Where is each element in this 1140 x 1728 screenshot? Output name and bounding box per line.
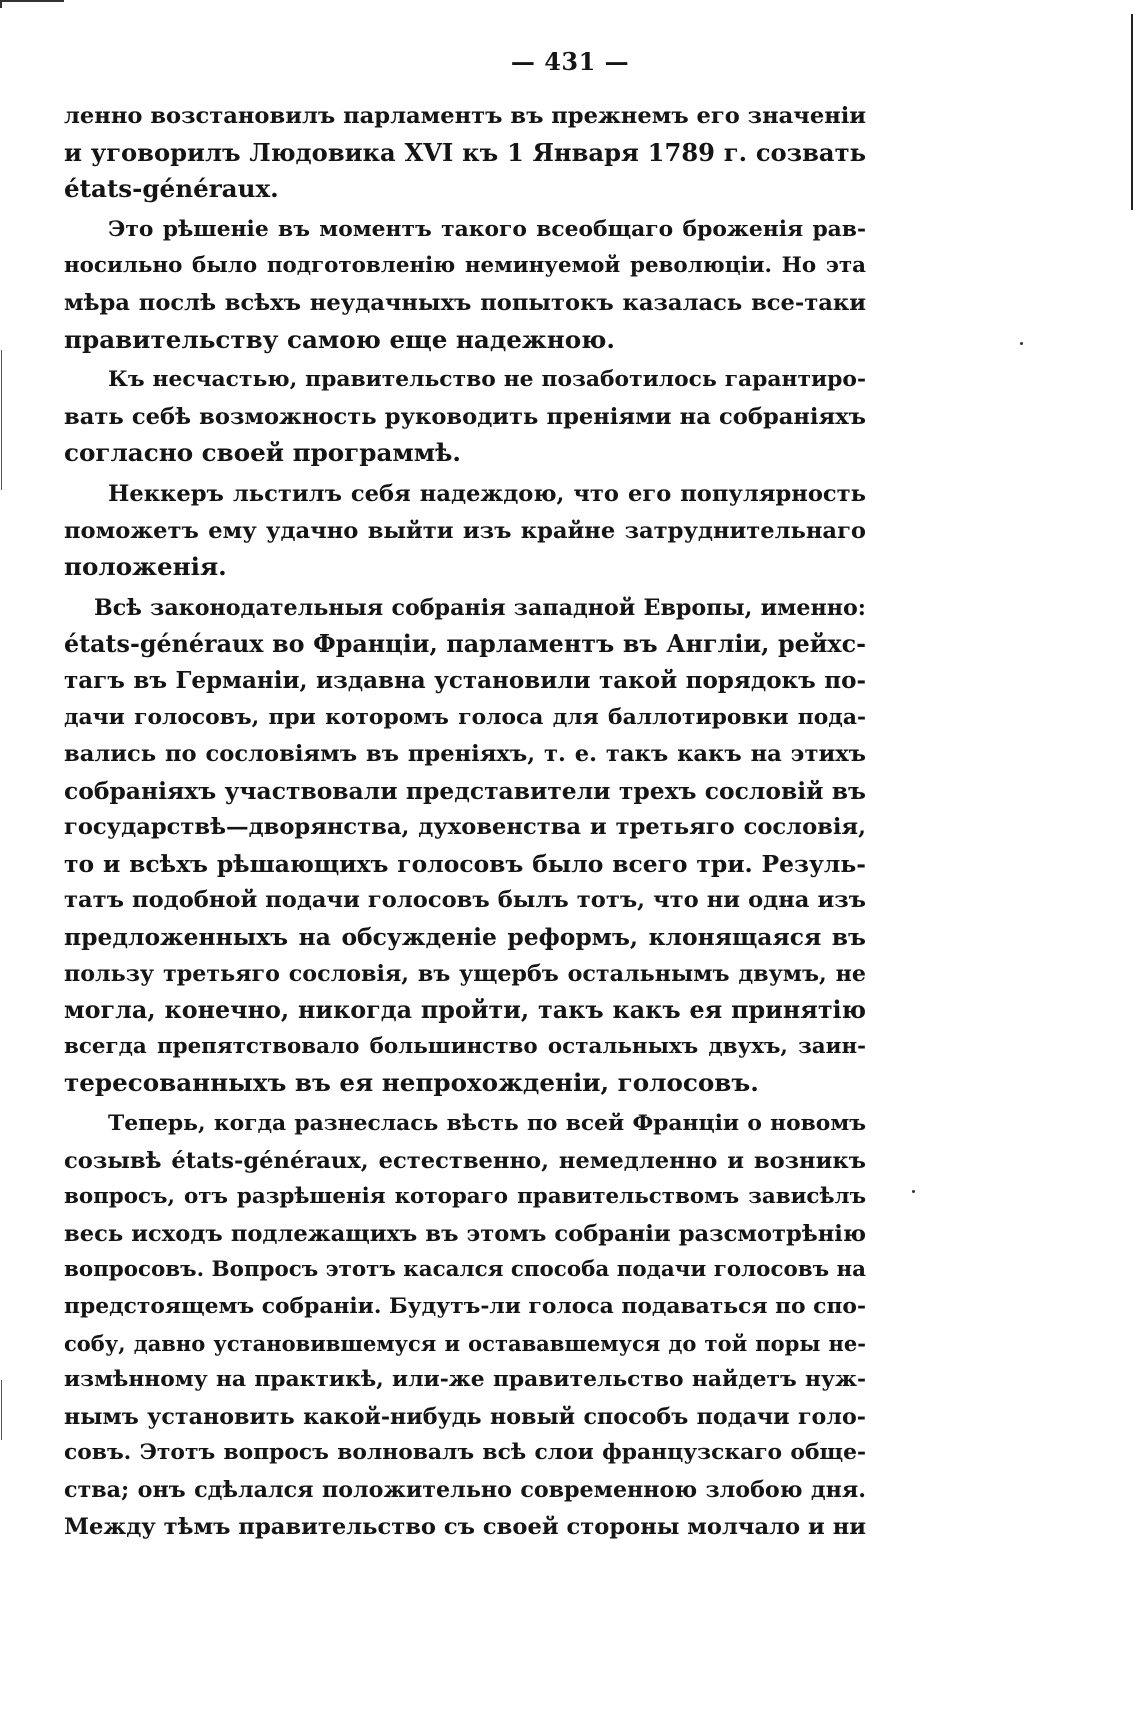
text-line: государствѣ—дворянства, духовенства и третьяго сословія, [64,814,866,841]
text-line: положенія. [64,552,227,582]
text-line: собраніяхъ участвовали представители трехъ сословій въ [64,776,866,805]
text-line: всегда препятствовало большинство остальныхъ двухъ, заин- [64,1033,866,1059]
text-line: носильно было подготовленію неминуемой революціи. Но эта [64,253,866,279]
text-line: Къ несчастью, правительство не позаботилось гарантиро- [108,367,866,393]
text-line: Неккеръ льстилъ себя надеждою, что его популярность [108,480,866,507]
text-line: Это рѣшеніе въ моментъ такого всеобщаго броженія рав- [108,216,866,242]
text-line: Всѣ законодательныя собранія западной Европы, именно: [94,594,866,621]
text-line: согласно своей программѣ. [64,438,461,468]
text-line: вопросъ, отъ разрѣшенія котораго правительствомъ зависѣлъ [64,1184,866,1210]
scan-border-mark [0,0,64,8]
text-line: предложенныхъ на обсужденіе реформъ, клонящаяся въ [64,923,866,952]
text-line: правительству самою еще надежною. [64,324,615,354]
text-line: могла, конечно, никогда пройти, такъ какъ ея принятію [64,996,866,1025]
paragraph [64,362,866,472]
text-line: измѣнному на практикѣ, или-же правительство найдетъ нуж- [64,1367,866,1393]
text-line: собу, давно установившемуся и остававшемуся до той поры не- [64,1330,866,1356]
text-line: нымъ установить какой-нибудь новый способъ подачи голо- [64,1403,866,1430]
text-line: вопросовъ. Вопросъ этотъ касался способа подачи голосовъ на [64,1257,866,1283]
text-line: весь исходъ подлежащихъ въ этомъ собраніи разсмотрѣнію [64,1220,866,1247]
paragraph [64,212,866,358]
text-line: пользу третьяго сословія, въ ущербъ остальнымъ двумъ, не [64,960,866,987]
text-line: ства; онъ сдѣлался положительно современною злобою дня. [64,1476,866,1503]
text-line: тересованныхъ въ ея непрохожденіи, голосовъ. [64,1068,759,1098]
text-line: совъ. Этотъ вопросъ волновалъ всѣ слои французскаго обще- [64,1440,866,1466]
scan-edge-line [1,350,2,490]
text-line: Между тѣмъ правительство съ своей стороны молчало и ни [64,1513,866,1540]
body-text [64,98,866,1545]
text-line: états-généraux. [64,174,279,204]
scan-speck [912,1190,915,1193]
text-line: Теперь, когда разнеслась вѣсть по всей Франціи о новомъ [108,1111,866,1137]
text-line: ленно возстановилъ парламентъ въ прежнемъ его значеніи [64,103,867,129]
text-line: то и всѣхъ рѣшающихъ голосовъ было всего три. Резуль- [64,849,866,878]
text-line: поможетъ ему удачно выйти изъ крайне затруднительнаго [64,517,866,544]
paragraph [64,476,866,586]
paragraph [64,1106,866,1545]
text-line: предстоящемъ собраніи. Будутъ-ли голоса подаваться по спо- [64,1294,866,1319]
text-line: états-généraux во Франціи, парламентъ въ Англіи, рейхс- [64,630,866,659]
page-number: — 431 — [510,47,630,76]
text-line: тагъ въ Германіи, издавна установили такой порядокъ по- [64,666,866,694]
text-line: и уговорилъ Людовика XVI къ 1 Января 1789 г. созвать [64,137,866,167]
scan-speck [1020,342,1023,345]
text-line: татъ подобной подачи голосовъ былъ тотъ, что ни одна изъ [64,887,866,914]
text-line: вались по сословіямъ въ преніяхъ, т. е. такъ какъ на этихъ [64,741,866,768]
scan-edge-line [1,1380,2,1440]
text-line: дачи голосовъ, при которомъ голоса для баллотировки пода- [64,704,866,730]
paragraph [64,98,866,208]
text-line: вать себѣ возможность руководить преніями на собраніяхъ [64,403,866,430]
scan-edge-line [1131,14,1133,210]
text-line: созывѣ états-généraux, естественно, немедленно и возникъ [64,1147,866,1174]
paragraph [64,590,866,1102]
text-line: мѣра послѣ всѣхъ неудачныхъ попытокъ казалась все-таки [64,289,866,316]
